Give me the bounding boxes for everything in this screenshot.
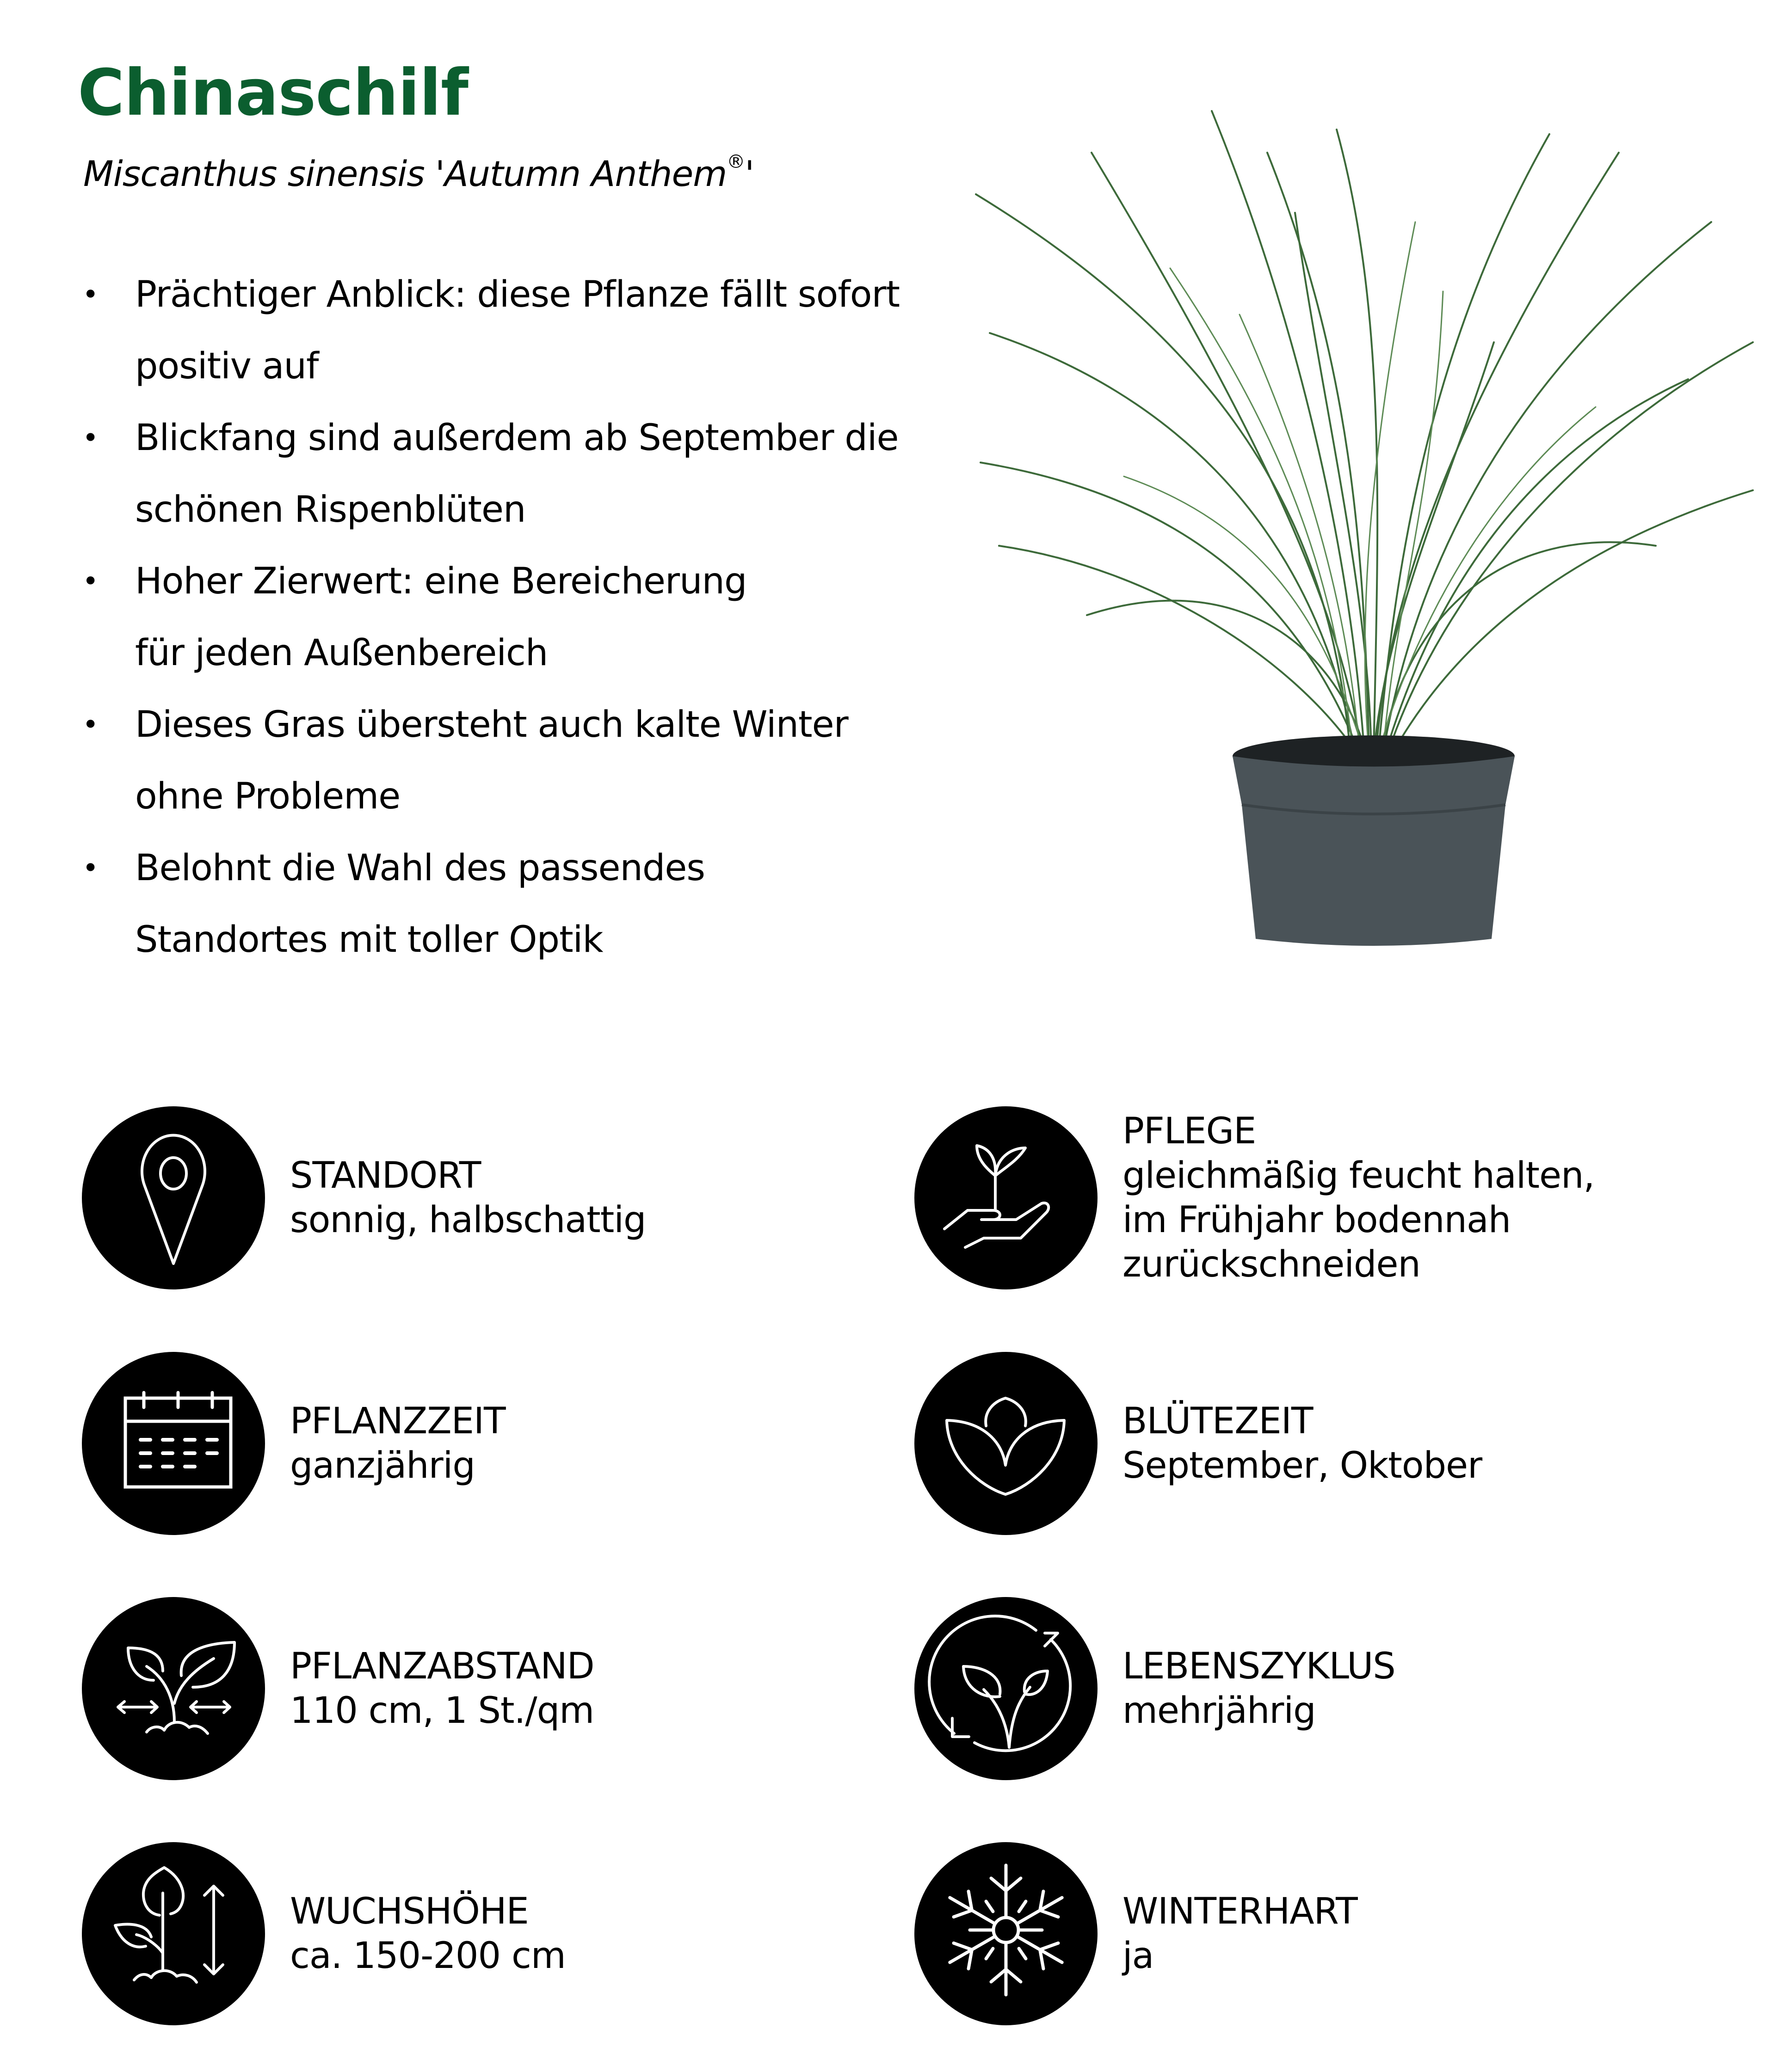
- feature-bullet-list: [0, 259, 921, 976]
- feature-pflanzzeit: [82, 1352, 506, 1535]
- snowflake-icon: [914, 1842, 1098, 2025]
- feature-standort: [82, 1106, 646, 1289]
- feature-label: PFLANZABSTAND: [290, 1646, 594, 1687]
- lotus-flower-icon: [914, 1352, 1098, 1535]
- feature-label: PFLANZZEIT: [290, 1400, 506, 1442]
- feature-label: BLÜTEZEIT: [1122, 1400, 1313, 1442]
- product-title: Chinaschilf: [78, 56, 469, 130]
- location-pin-icon: [82, 1106, 265, 1289]
- feature-text: [290, 1153, 646, 1242]
- feature-value: 110 cm, 1 St./qm: [290, 1690, 594, 1732]
- feature-value: ganzjährig: [290, 1445, 475, 1486]
- hand-seedling-icon: [914, 1106, 1098, 1289]
- plant-spacing-icon: [82, 1597, 265, 1780]
- bullet-item: • Dieses Gras übersteht auch kalte Winter ohne Probleme: [0, 689, 921, 832]
- feature-value: mehrjährig: [1122, 1690, 1316, 1732]
- feature-text: [1122, 1109, 1594, 1287]
- feature-value: sonnig, halbschattig: [290, 1199, 646, 1241]
- feature-value: gleichmäßig feucht halten, im Frühjahr bodennah zurückschneiden: [1122, 1155, 1595, 1285]
- bullet-dot-icon: •: [82, 852, 99, 884]
- bullet-item: • Prächtiger Anblick: diese Pflanze fällt sofort positiv auf: [0, 259, 921, 402]
- calendar-icon: [82, 1352, 265, 1535]
- registered-mark: ®: [727, 151, 745, 173]
- feature-label: PFLEGE: [1122, 1110, 1256, 1152]
- bullet-item: • Blickfang sind außerdem ab September die schönen Rispenblüten: [0, 402, 921, 546]
- bullet-dot-icon: •: [82, 709, 99, 741]
- bullet-item: • Hoher Zierwert: eine Bereicherung für jeden Außenbereich: [0, 546, 921, 689]
- feature-lebenszyklus: [914, 1597, 1395, 1780]
- feature-text: [1122, 1399, 1482, 1488]
- feature-text: [1122, 1644, 1395, 1733]
- feature-wuchshoehe: [82, 1842, 566, 2025]
- botanical-name: Miscanthus sinensis 'Autumn Anthem®': [83, 151, 754, 194]
- bullet-dot-icon: •: [82, 422, 99, 454]
- bullet-dot-icon: •: [82, 565, 99, 598]
- plant-height-icon: [82, 1842, 265, 2025]
- feature-text: [290, 1644, 594, 1733]
- feature-winterhart: [914, 1842, 1357, 2025]
- feature-label: WINTERHART: [1122, 1891, 1357, 1932]
- feature-label: LEBENSZYKLUS: [1122, 1646, 1395, 1687]
- bullet-item: • Belohnt die Wahl des passendes Standortes mit toller Optik: [0, 832, 921, 976]
- feature-text: [290, 1889, 566, 1978]
- feature-label: WUCHSHÖHE: [290, 1891, 529, 1932]
- feature-label: STANDORT: [290, 1155, 481, 1196]
- feature-text: [1122, 1889, 1357, 1978]
- plant-cycle-icon: [914, 1597, 1098, 1780]
- feature-text: [290, 1399, 506, 1488]
- product-image: [971, 83, 1758, 962]
- feature-pflege: [914, 1106, 1594, 1289]
- feature-value: ja: [1122, 1935, 1154, 1977]
- bullet-dot-icon: •: [82, 278, 99, 311]
- feature-pflanzabstand: [82, 1597, 594, 1780]
- feature-bluetezeit: [914, 1352, 1482, 1535]
- feature-value: September, Oktober: [1122, 1445, 1482, 1486]
- feature-value: ca. 150-200 cm: [290, 1935, 566, 1977]
